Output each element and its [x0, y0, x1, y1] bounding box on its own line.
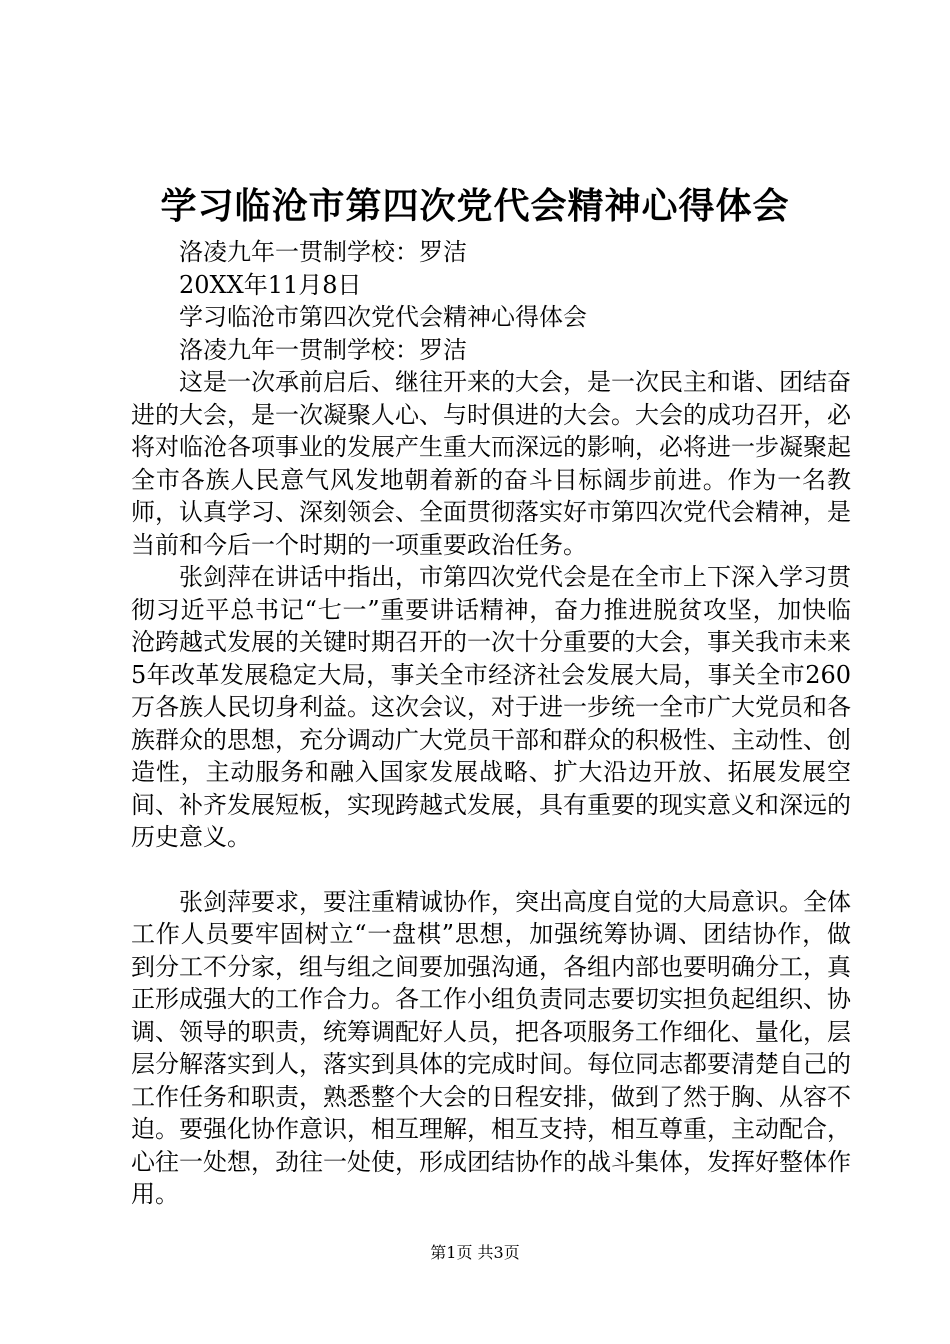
date-line: 20XX年11月8日 [179, 270, 362, 299]
repeated-title-line: 学习临沧市第四次党代会精神心得体会 [179, 303, 587, 331]
paragraph-1: 这是一次承前启后、继往开来的大会，是一次民主和谐、团结奋进的大会，是一次凝聚人心、与时俱进的大会。大会的成功召开，必将对临沧各项事业的发展产生重大而深远的影响，必将进一步凝聚起全市各族人民意气风发地朝着新的奋斗目标阔步前进。作为一名教师，认真学习、深刻领会、全面贯彻落实好市第四次党代会精神，是当前和今后一个时期的一项重要政治任务。 [131, 368, 851, 559]
repeated-author-line: 洛凌九年一贯制学校：罗洁 [179, 335, 467, 364]
document-body [131, 236, 851, 1211]
author-line: 洛凌九年一贯制学校：罗洁 [179, 238, 467, 266]
document-title: 学习临沧市第四次党代会精神心得体会 [160, 185, 790, 227]
paragraph-2: 张剑萍在讲话中指出，市第四次党代会是在全市上下深入学习贯彻习近平总书记“七一”重要讲话精神，奋力推进脱贫攻坚，加快临沧跨越式发展的关键时期召开的一次十分重要的大会，事关我市未来5年改革发展稳定大局，事关全市经济社会发展大局，事关全市260万各族人民切身利益。这次会议，对于进一步统一全市广大党员和各族群众的思想，充分调动广大党员干部和群众的积极性、主动性、创造性，主动服务和融入国家发展战略、扩大沿边开放、拓展发展空间、补齐发展短板，实现跨越式发展，具有重要的现实意义和深远的历史意义。 [131, 563, 851, 851]
paragraph-spacer [131, 854, 851, 886]
paragraph-3: 张剑萍要求，要注重精诚协作，突出高度自觉的大局意识。全体工作人员要牢固树立“一盘棋”思想，加强统筹协调、团结协作，做到分工不分家，组与组之间要加强沟通，各组内部也要明确分工，真正形成强大的工作合力。各工作小组负责同志要切实担负起组织、协调、领导的职责，统筹调配好人员，把各项服务工作细化、量化，层层分解落实到人，落实到具体的完成时间。每位同志都要清楚自己的工作任务和职责，熟悉整个大会的日程安排，做到了然于胸、从容不迫。要强化协作意识，相互理解，相互支持，相互尊重，主动配合，心往一处想，劲往一处使，形成团结协作的战斗集体，发挥好整体作用。 [131, 887, 851, 1208]
page-footer: 第1页 共3页 [430, 1243, 520, 1262]
